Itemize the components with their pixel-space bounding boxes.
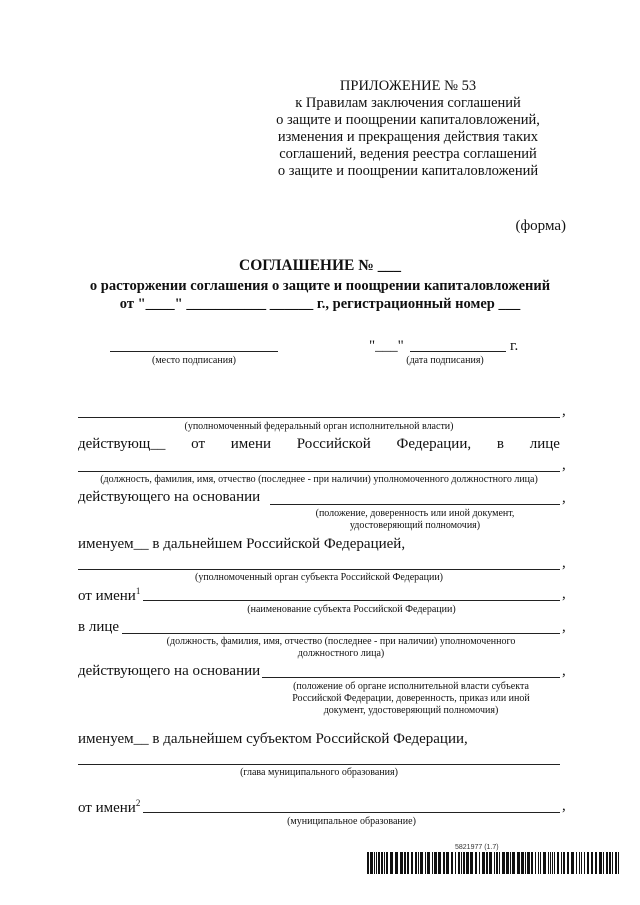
date-year-suffix: г.: [510, 338, 519, 354]
subtitle-line: от "____" ___________ ______ г., регистрационный номер ___: [119, 296, 521, 312]
acting-word: Федерации,: [396, 436, 472, 452]
footnote-mark: 2: [135, 798, 141, 808]
document-title: СОГЛАШЕНИЕ № ___: [239, 257, 401, 274]
on-behalf-label: [78, 586, 140, 605]
form-label: (форма): [515, 218, 566, 234]
date-month-field[interactable]: [410, 351, 506, 352]
acting-word: действующ__: [78, 436, 166, 452]
municipality-field[interactable]: [143, 812, 560, 813]
appendix-line: изменения и прекращения действия таких: [277, 129, 539, 145]
acting-word: лице: [529, 436, 560, 452]
caption-line: (положение, доверенность или иной документ,: [315, 508, 515, 519]
date-caption: (дата подписания): [406, 355, 484, 366]
comma: ,: [562, 586, 566, 602]
date-day-field[interactable]: "___": [369, 338, 404, 354]
subject-name-caption: (наименование субъекта Российской Федерации): [247, 604, 456, 615]
on-behalf-text: от имени: [78, 588, 136, 604]
comma: ,: [562, 457, 566, 473]
basis-caption: [290, 508, 540, 532]
subject-basis-caption: [272, 681, 550, 717]
comma: ,: [562, 663, 566, 679]
person-label: в лице: [78, 619, 120, 635]
official-caption: (должность, фамилия, имя, отчество (последнее - при наличии) уполномоченного должностного лица): [100, 474, 538, 485]
acting-word: имени: [230, 436, 272, 452]
appendix-header: [258, 78, 558, 180]
named-federation: именуем__ в дальнейшем Российской Федерацией,: [78, 536, 406, 552]
comma: ,: [562, 619, 566, 635]
comma: ,: [562, 403, 566, 419]
appendix-line: соглашений, ведения реестра соглашений: [279, 146, 537, 162]
named-subject: именуем__ в дальнейшем субъектом Российской Федерации,: [78, 731, 468, 747]
caption-line: (положение об органе исполнительной власти субъекта: [293, 681, 529, 692]
place-caption: (место подписания): [151, 355, 236, 366]
comma: ,: [562, 798, 566, 814]
document-code: 5821977 (1.7): [455, 844, 499, 851]
person-caption: [122, 636, 560, 660]
acting-word: в: [496, 436, 504, 452]
basis-label: действующего на основании: [78, 663, 261, 679]
subtitle-line: о расторжении соглашения о защите и поощрении капиталовложений: [89, 278, 551, 294]
acting-word: Российской: [296, 436, 371, 452]
federal-organ-caption: (уполномоченный федеральный орган исполнительной власти): [184, 421, 454, 432]
subject-organ-caption: (уполномоченный орган субъекта Российской Федерации): [194, 572, 444, 583]
footnote-mark: 1: [135, 586, 141, 596]
document-subtitle: [64, 277, 576, 313]
municipal-head-caption: (глава муниципального образования): [240, 767, 398, 778]
on-behalf-label: [78, 798, 140, 817]
caption-line: Российской Федерации, доверенность, приказ или иной: [292, 693, 530, 704]
subject-basis-field[interactable]: [262, 677, 560, 678]
caption-line: удостоверяющий полномочия): [349, 520, 481, 531]
municipality-caption: (муниципальное образование): [287, 816, 416, 827]
caption-line: (должность, фамилия, имя, отчество (последнее - при наличии) уполномоченного: [166, 636, 516, 647]
official-field[interactable]: [78, 471, 560, 472]
barcode: [367, 852, 619, 874]
person-field[interactable]: [122, 633, 560, 634]
appendix-line: к Правилам заключения соглашений: [295, 95, 521, 111]
caption-line: документ, удостоверяющий полномочия): [323, 705, 499, 716]
basis-field[interactable]: [270, 504, 560, 505]
comma: ,: [562, 490, 566, 506]
appendix-line: о защите и поощрении капиталовложений,: [276, 112, 540, 128]
caption-line: должностного лица): [297, 648, 385, 659]
subject-organ-field[interactable]: [78, 569, 560, 570]
federal-organ-field[interactable]: [78, 417, 560, 418]
acting-on-behalf-line: [78, 436, 560, 453]
municipal-head-field[interactable]: [78, 764, 560, 765]
comma: ,: [562, 555, 566, 571]
subject-name-field[interactable]: [143, 600, 560, 601]
place-field[interactable]: [110, 351, 278, 352]
on-behalf-text: от имени: [78, 800, 136, 816]
appendix-number: ПРИЛОЖЕНИЕ № 53: [339, 78, 477, 94]
acting-word: от: [191, 436, 205, 452]
appendix-line: о защите и поощрении капиталовложений: [277, 163, 539, 179]
basis-label: действующего на основании: [78, 489, 261, 505]
